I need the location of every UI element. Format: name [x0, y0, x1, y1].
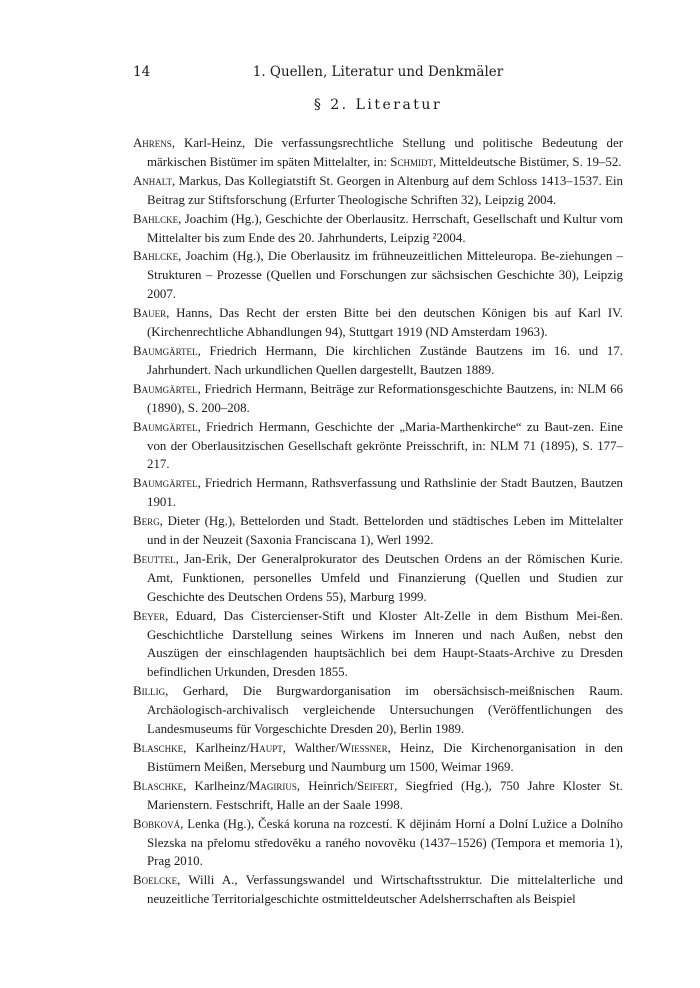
entry-text: , Joachim (Hg.), Geschichte der Oberlausitz. Herrschaft, Gesellschaft und Kultur vom Mittelalter bis zum Ende des 20. Jahrhunderts, Leipzig ²2004. — [147, 211, 623, 245]
entry-author: Baumgärtel — [133, 381, 198, 396]
entry-author: Bahlcke — [133, 249, 179, 264]
bibliography-entry — [133, 210, 623, 248]
bibliography-entry — [133, 871, 623, 909]
bibliography-entry — [133, 134, 623, 172]
entry-text: , Karlheinz/ — [183, 778, 249, 793]
entry-author: Schmidt — [390, 154, 433, 169]
bibliography-entry — [133, 739, 623, 777]
entry-author: Baumgärtel — [133, 343, 198, 358]
entry-text: , Walther/ — [282, 741, 339, 755]
entry-author: Beyer — [133, 608, 166, 623]
bibliography-entry — [133, 380, 623, 418]
entry-text: , Jan-Erik, Der Generalprokurator des Deutschen Ordens an der Römischen Kurie. Amt, Funktionen, personelles Umfeld und Finanzierung (Quellen und Studien zur Geschichte des Deutschen Ordens 55), Marburg 1999. — [147, 551, 623, 604]
entry-author: Anhalt — [133, 173, 172, 188]
entry-author: Blaschke — [133, 741, 184, 755]
entry-author: Bahlcke — [133, 211, 179, 226]
entry-author: Boelcke — [133, 873, 178, 888]
bibliography-entry — [133, 550, 623, 607]
entry-author: Seifert — [356, 778, 395, 793]
running-head — [133, 62, 623, 82]
bibliography-entry — [133, 777, 623, 815]
bibliography-entry — [133, 474, 623, 512]
entry-author: Berg — [133, 514, 160, 529]
entry-author: Bobková — [133, 816, 181, 831]
section-heading: § 2. Literatur — [313, 97, 443, 113]
entry-text: , Karlheinz/ — [183, 741, 250, 755]
entry-text: , Markus, Das Kollegiatstift St. Georgen in Altenburg auf dem Schloss 1413–1537. Ein Beitrag zur Stiftsforschung (Erfurter Theologische Schriften 32), Leipzig 2004. — [147, 173, 623, 207]
entry-author: Magirius — [248, 778, 297, 793]
entry-text: , Dieter (Hg.), Bettelorden und Stadt. Bettelorden und städtisches Leben im Mittelalter und in der Neuzeit (Saxonia Franciscana 1), Werl 1992. — [147, 514, 623, 548]
entry-author: Wiessner — [338, 741, 388, 755]
entry-text: , Mitteldeutsche Bistümer, S. 19–52. — [432, 154, 622, 169]
entry-text: , Heinz, Die Kirchenorganisation in den Bistümern Meißen, Merseburg und Naumburg um 1500, Weimar 1969. — [147, 741, 623, 774]
entry-author: Blaschke — [133, 778, 184, 793]
entry-author: Baumgärtel — [133, 476, 198, 491]
entry-text: , Friedrich Hermann, Rathsverfassung und Rathslinie der Stadt Bautzen, Bautzen 1901. — [147, 476, 623, 510]
entry-author: Haupt — [249, 741, 283, 755]
entry-text: , Siegfried (Hg.), 750 Jahre Kloster St. Marienstern. Festschrift, Halle an der Saale 1998. — [147, 778, 623, 812]
bibliography-entry — [133, 815, 623, 872]
bibliography-entry — [133, 247, 623, 304]
bibliography-entry — [133, 304, 623, 342]
entry-text: , Willi A., Verfassungswandel und Wirtschaftsstruktur. Die mittelalterliche und neuzeitliche Territorialgeschichte ostmitteldeutscher Adelsherrschaften als Beispiel — [147, 873, 623, 907]
entry-author: Bauer — [133, 306, 167, 321]
entry-author: Beuttel — [133, 551, 176, 566]
bibliography-list — [133, 134, 623, 909]
entry-author: Baumgärtel — [133, 419, 198, 434]
entry-text: , Eduard, Das Cistercienser-Stift und Kloster Alt-Zelle in dem Bisthum Mei-ßen. Geschichtliche Darstellung seines Wirkens im Inneren und nach Außen, nebst den Auszügen der einschlagenden hauptsächlich bei dem Haupt-Staats-Archive zu Dresden befindlichen Urkunden, Dresden 1855. — [147, 608, 623, 680]
bibliography-entry — [133, 512, 623, 550]
entry-author: Billig — [133, 684, 166, 699]
bibliography-entry — [133, 342, 623, 380]
entry-text: , Friedrich Hermann, Die kirchlichen Zustände Bautzens im 16. und 17. Jahrhundert. Nach urkundlichen Quellen dargestellt, Bautzen 1889. — [147, 343, 623, 377]
entry-text: , Hanns, Das Recht der ersten Bitte bei den deutschen Königen bis auf Karl IV. (Kirchenrechtliche Abhandlungen 94), Stuttgart 1919 (ND Amsterdam 1963). — [147, 306, 623, 340]
entry-text: , Lenka (Hg.), Česká koruna na rozcestí. K dějinám Horní a Dolní Lužice a Dolního Slezska na přelomu středověku a raného novověku (1437–1526) (Tempora et memoria 1), Prag 2010. — [147, 816, 623, 869]
entry-text: , Joachim (Hg.), Die Oberlausitz im frühneuzeitlichen Mitteleuropa. Be-ziehungen – Strukturen – Prozesse (Quellen und Forschungen zur sächsischen Geschichte 30), Leipzig 2007. — [147, 249, 623, 302]
bibliography-entry — [133, 607, 623, 683]
bibliography-entry — [133, 682, 623, 739]
entry-text: , Friedrich Hermann, Geschichte der „Maria-Marthenkirche“ zu Baut-zen. Eine von der Oberlausitzischen Gesellschaft gekrönte Preisschrift, in: NLM 71 (1895), S. 177–217. — [147, 419, 623, 472]
bibliography-entry — [133, 172, 623, 210]
entry-text: , Friedrich Hermann, Beiträge zur Reformationsgeschichte Bautzens, in: NLM 66 (1890), S. 200–208. — [147, 381, 623, 415]
bibliography-entry — [133, 418, 623, 475]
entry-text: , Gerhard, Die Burgwardorganisation im obersächsisch-meißnischen Raum. Archäologisch-archivalisch vergleichende Untersuchungen (Veröffentlichungen des Landesmuseums für Vorgeschichte Dresden 20), Berlin 1989. — [147, 684, 623, 737]
page-number: 14 — [133, 64, 151, 80]
entry-text: , Karl-Heinz, Die verfassungsrechtliche Stellung und politische Bedeutung der märkischen Bistümer im späten Mittelalter, in: — [147, 136, 623, 169]
running-title: 1. Quellen, Literatur und Denkmäler — [252, 64, 504, 80]
entry-text: , Heinrich/ — [296, 778, 357, 793]
entry-author: Ahrens — [133, 136, 172, 150]
